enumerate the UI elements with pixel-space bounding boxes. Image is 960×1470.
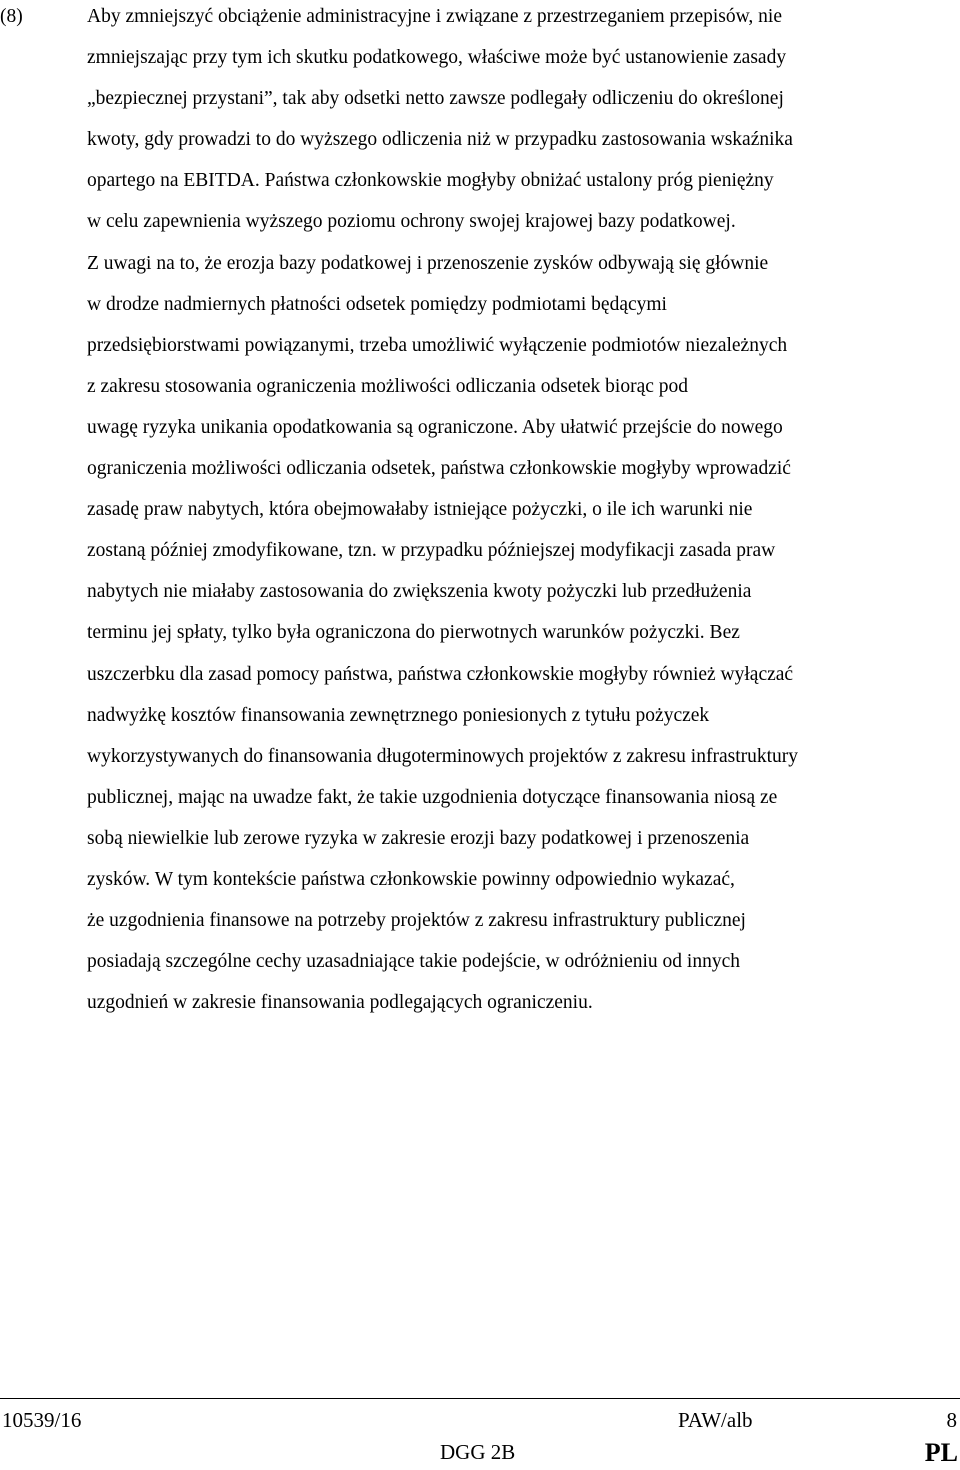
- footer-document-reference: 10539/16: [2, 1408, 82, 1432]
- paragraph-line: ograniczenia możliwości odliczania odsetek, państwa członkowskie mogłyby wprowadzić: [87, 458, 791, 480]
- paragraph-line: nabytych nie miałaby zastosowania do zwiększenia kwoty pożyczki lub przedłużenia: [87, 581, 752, 603]
- paragraph-text: [87, 0, 959, 1023]
- paragraph-line: uszczerbku dla zasad pomocy państwa, państwa członkowskie mogłyby również wyłączać: [87, 663, 794, 685]
- footer-page-number: 8: [946, 1408, 957, 1432]
- paragraph-line: terminu jej spłaty, tylko była ograniczona do pierwotnych warunków pożyczki. Bez: [87, 622, 740, 644]
- paragraph-line: sobą niewielkie lub zerowe ryzyka w zakresie erozji bazy podatkowej i przenoszenia: [87, 827, 750, 849]
- footer-divider: [0, 1398, 960, 1399]
- paragraph-line: przedsiębiorstwami powiązanymi, trzeba umożliwić wyłączenie podmiotów niezależnych: [87, 334, 788, 356]
- paragraph-line: wykorzystywanych do finansowania długoterminowych projektów z zakresu infrastruktury: [87, 745, 799, 767]
- paragraph-line: że uzgodnienia finansowe na potrzeby projektów z zakresu infrastruktury publicznej: [87, 910, 746, 932]
- footer-language-code: PL: [924, 1438, 958, 1467]
- footer-author-code: PAW/alb: [678, 1408, 753, 1432]
- footer-department-code: DGG 2B: [440, 1440, 516, 1464]
- paragraph-line: zmniejszając przy tym ich skutku podatkowego, właściwe może być ustanowienie zasady: [87, 47, 787, 69]
- paragraph-line: opartego na EBITDA. Państwa członkowskie mogłyby obniżać ustalony próg pieniężny: [87, 170, 774, 192]
- paragraph-line: „bezpiecznej przystani”, tak aby odsetki netto zawsze podlegały odliczeniu do określonej: [87, 88, 784, 110]
- paragraph-line: publicznej, mając na uwadze fakt, że takie uzgodnienia dotyczące finansowania niosą ze: [87, 786, 778, 808]
- paragraph-line: w drodze nadmiernych płatności odsetek pomiędzy podmiotami będącymi: [87, 293, 667, 315]
- paragraph-line: zasadę praw nabytych, która obejmowałaby istniejące pożyczki, o ile ich warunki nie: [87, 499, 753, 521]
- paragraph-line: zysków. W tym kontekście państwa członkowskie powinny odpowiednio wykazać,: [87, 868, 735, 890]
- paragraph-line: uzgodnień w zakresie finansowania podlegających ograniczeniu.: [87, 992, 593, 1014]
- paragraph-line: Z uwagi na to, że erozja bazy podatkowej i przenoszenie zysków odbywają się głównie: [87, 252, 769, 274]
- paragraph-line: Aby zmniejszyć obciążenie administracyjne i związane z przestrzeganiem przepisów, nie: [87, 6, 783, 27]
- paragraph-line: nadwyżkę kosztów finansowania zewnętrznego poniesionych z tytułu pożyczek: [87, 704, 710, 726]
- paragraph-line: zostaną później zmodyfikowane, tzn. w przypadku późniejszej modyfikacji zasada praw: [87, 540, 776, 562]
- paragraph-line: w celu zapewnienia wyższego poziomu ochrony swojej krajowej bazy podatkowej.: [87, 211, 736, 233]
- paragraph-line: posiadają szczególne cechy uzasadniające takie podejście, w odróżnieniu od innych: [87, 951, 740, 973]
- paragraph-line: uwagę ryzyka unikania opodatkowania są ograniczone. Aby ułatwić przejście do nowego: [87, 416, 783, 438]
- paragraph-line: kwoty, gdy prowadzi to do wyższego odliczenia niż w przypadku zastosowania wskaźnika: [87, 129, 793, 151]
- paragraph-line: z zakresu stosowania ograniczenia możliwości odliczania odsetek biorąc pod: [87, 375, 689, 397]
- paragraph-number: (8): [0, 6, 23, 27]
